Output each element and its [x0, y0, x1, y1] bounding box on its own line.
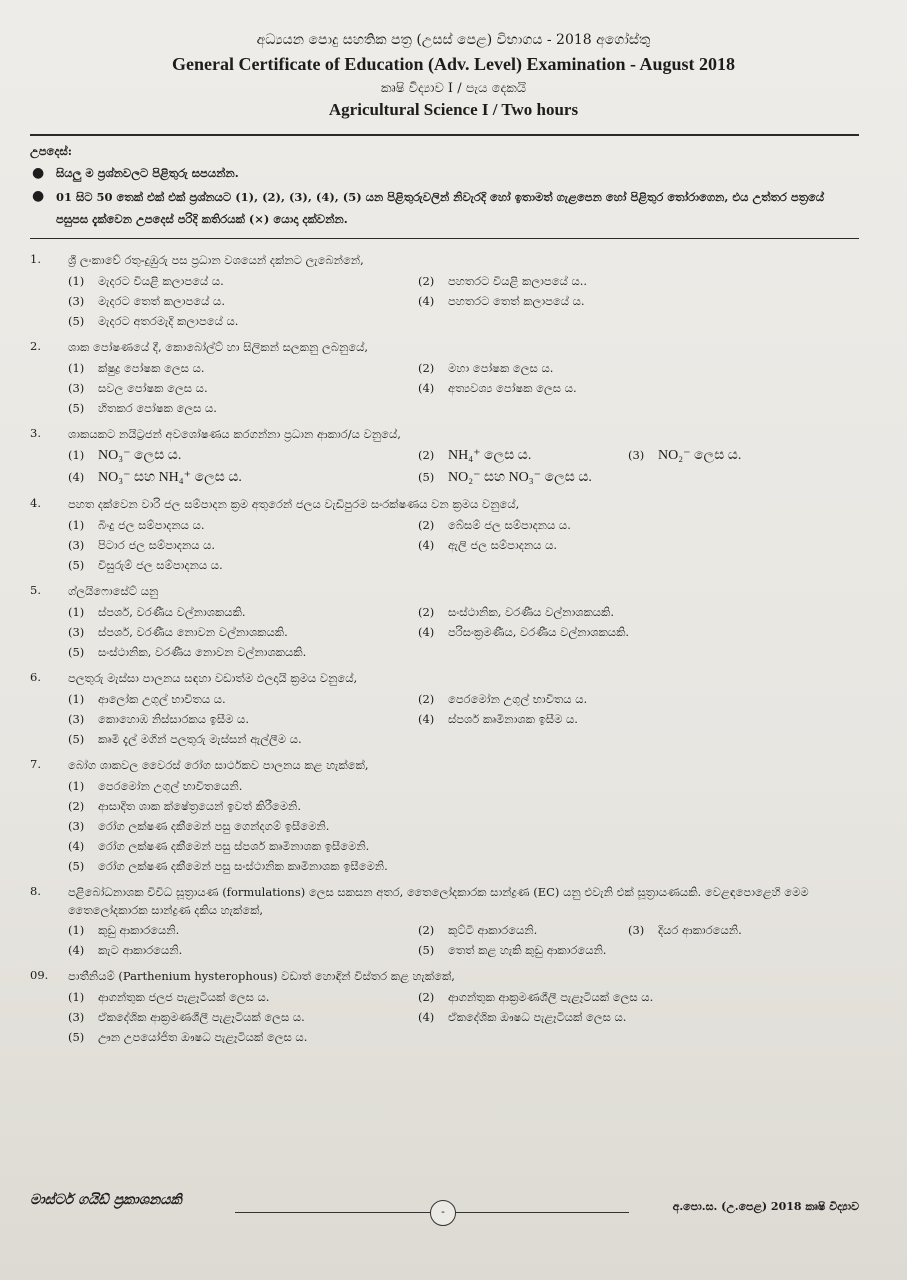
header-divider	[30, 134, 859, 136]
header-line1-en: General Certificate of Education (Adv. Level) Examination - August 2018	[172, 54, 735, 74]
option-list	[68, 692, 859, 747]
header-line1-si: අධ්‍යයන පොදු සහතික පත්‍ර (උසස් පෙළ) විභාගය - 2018 අගෝස්තු	[256, 32, 651, 48]
option-2[interactable]: (2) NH₄⁺ ලෙස ය.	[418, 448, 532, 464]
question-2	[30, 339, 859, 416]
option-1[interactable]: (1) පෙරමෝන උගුල් භාවිතයෙනි.	[68, 778, 243, 793]
option-5[interactable]: (5) සංස්ථානික, වරණීය නොවන වල්නාශකයකි.	[68, 645, 307, 660]
option-1[interactable]: (1) ආගන්තුක ජලජ පැළෑටියක් ලෙස ය.	[68, 990, 270, 1005]
instructions	[30, 142, 859, 230]
question-6	[30, 670, 859, 747]
instructions-title: උපදෙස්:	[30, 144, 73, 158]
option-2[interactable]: (2) ආගන්තුක ආක්‍රමණශීලී පැළෑටියක් ලෙස ය.	[418, 990, 654, 1005]
option-3[interactable]: (3) සවල පෝෂක ලෙස ය.	[68, 380, 208, 395]
question-3	[30, 426, 859, 487]
option-list	[68, 447, 859, 486]
question-number: 6.	[30, 670, 41, 685]
question-4	[30, 496, 859, 573]
option-4[interactable]: (4) අත්‍යවශ්‍ය පෝෂක ලෙස ය.	[418, 380, 577, 395]
exam-header	[0, 32, 907, 120]
question-stem: පළිබෝධනාශක විවිධ සූත්‍රායණ (formulations) ලෙස සකසන අතර, තෛලෝදකාරක සාන්ද්‍රණ (EC) යනු එවැනි එක් සූත්‍රායණයකි. වෙළඳපොළෙහි මෙම තෛලෝදකාරක සාන්ද්‍රණ දකිය හැක්කේ,	[68, 884, 809, 917]
option-list	[68, 779, 859, 874]
option-2[interactable]: (2) කුට්ටි ආකාරයෙනි.	[418, 923, 538, 938]
option-1[interactable]: (1) NO₃⁻ ලෙස ය.	[68, 448, 182, 464]
question-5	[30, 583, 859, 660]
option-4[interactable]: (4) පරිසංක්‍රමණීය, වරණීය වල්නාශකයකි.	[418, 625, 630, 640]
option-3[interactable]: (3) කොහොඹ නිස්සාරකය ඉසීම ය.	[68, 711, 249, 726]
question-number: 4.	[30, 496, 41, 511]
option-list	[68, 923, 859, 958]
question-7	[30, 757, 859, 874]
bullet-icon: ●	[32, 187, 45, 204]
bullet-icon: ●	[32, 165, 45, 182]
option-list	[68, 361, 859, 416]
option-1[interactable]: (1) කුඩු ආකාරයෙනි.	[68, 923, 180, 938]
question-stem: ශාක පෝෂණයේ දී, කොබෝල්ට් හා සිලිකන් සලකනු ලබනුයේ,	[68, 339, 369, 354]
header-line2-en: Agricultural Science I / Two hours	[328, 100, 579, 119]
option-1[interactable]: (1) මැදරට වියළි කලාපයේ ය.	[68, 273, 224, 288]
option-4[interactable]: (4) ස්පර්ශ කෘමිනාශක ඉසීම ය.	[418, 711, 578, 726]
option-4[interactable]: (4) ඒකදේශික ඖෂධ පැළෑටියක් ලෙස ය.	[418, 1010, 627, 1025]
option-2[interactable]: (2) සංස්ථානික, වරණීය වල්නාශකයකි.	[418, 605, 615, 620]
option-3[interactable]: (3) NO₂⁻ ලෙස ය.	[628, 448, 742, 464]
option-4[interactable]: (4) NO₃⁻ සහ NH₄⁺ ලෙස ය.	[68, 470, 242, 486]
option-2[interactable]: (2) පහතරට වියළි කලාපයේ ය..	[418, 273, 588, 288]
option-list	[68, 990, 859, 1045]
question-stem: ශ්‍රී ලංකාවේ රතු-දුඹුරු පස ප්‍රධාන වශයෙන් දක්නට ලැබෙන්නේ,	[68, 253, 364, 267]
option-5[interactable]: (5) කෘමි දැල් මගින් පලතුරු මැස්සන් ඇල්ලීම ය.	[68, 731, 302, 746]
option-3[interactable]: (3) රෝග ලක්ෂණ දකීමෙන් පසු ගෙන්දගම් ඉසීමෙනි.	[68, 818, 330, 833]
option-1[interactable]: (1) ආලෝක උගුල් භාවිතය ය.	[68, 691, 226, 706]
page-footer	[30, 1192, 859, 1232]
question-stem: ශාකයකට නයිට්‍රජන් අවශෝෂණය කරගන්නා ප්‍රධාන ආකාර/ය වනුයේ,	[68, 426, 401, 441]
footer-exam-label: අ.පො.ස. (උ.පෙළ) 2018 කෘෂි විද්‍යාව	[672, 1200, 859, 1213]
question-number: 3.	[30, 425, 41, 440]
question-stem: පලතුරු මැස්සා පාලනය සඳහා වඩාත්ම ඵලදායි ක්‍රමය වනුයේ,	[68, 671, 358, 686]
option-2[interactable]: (2) ආසාදිත ශාක ක්ෂේත්‍රයෙන් ඉවත් කිරීමෙනි.	[68, 798, 301, 813]
option-list	[68, 605, 859, 660]
question-number: 5.	[30, 583, 41, 598]
option-3[interactable]: (3) දියර ආකාරයෙනි.	[628, 923, 742, 938]
question-number: 09.	[30, 968, 49, 983]
question-number: 8.	[30, 883, 41, 898]
option-4[interactable]: (4) රෝග ලක්ෂණ දකීමෙන් පසු ස්පර්ශ කෘමිනාශක ඉසීමෙනි.	[68, 838, 370, 853]
option-5[interactable]: (5) විසුරුම් ජල සම්පාදනය ය.	[68, 558, 223, 573]
option-list	[68, 518, 859, 573]
option-4[interactable]: (4) ඇලි ජල සම්පාදනය ය.	[418, 538, 558, 553]
option-5[interactable]: (5) මැදරට අතරමැදි කලාපයේ ය.	[68, 313, 239, 328]
question-list	[30, 252, 859, 1055]
option-5[interactable]: (5) හිතකර පෝෂක ලෙස ය.	[68, 400, 217, 415]
question-number: 2.	[30, 338, 41, 353]
option-2[interactable]: (2) පෙරමෝන උගුල් භාවිතය ය.	[418, 691, 588, 706]
question-9	[30, 968, 859, 1045]
option-3[interactable]: (3) පිටාර ජල සම්පාදනය ය.	[68, 538, 216, 553]
instructions-divider	[30, 238, 859, 239]
option-2[interactable]: (2) බේසම් ජල සම්පාදනය ය.	[418, 518, 571, 533]
option-3[interactable]: (3) ස්පර්ශ, වරණීය නොවන වල්නාශකයකි.	[68, 625, 288, 640]
option-3[interactable]: (3) මැදරට තෙත් කලාපයේ ය.	[68, 293, 225, 308]
question-1	[30, 252, 859, 329]
question-stem: පාතීනියම් (Parthenium hysterophous) වඩාත් හොඳින් විස්තර කළ හැක්කේ,	[68, 969, 455, 984]
option-list	[68, 274, 859, 329]
option-4[interactable]: (4) පහතරට තෙත් කලාපයේ ය.	[418, 293, 585, 308]
option-5[interactable]: (5) තෙත් කළ හැකි කුඩු ආකාරයෙනි.	[418, 943, 607, 958]
header-line2-si: කෘෂි විද්‍යාව I / පැය දෙකයි	[380, 81, 527, 96]
question-number: 1.	[30, 252, 41, 266]
question-stem: පහත දක්වෙන වාරි ජල සම්පාදන ක්‍රම අතුරෙන් ජලය වැඩිපුරම සංරක්ෂණය වන ක්‍රමය වනුයේ,	[68, 497, 520, 512]
option-5[interactable]: (5) ඌන උපයෝජිත ඖෂධ පැළෑටියක් ලෙස ය.	[68, 1030, 308, 1045]
option-1[interactable]: (1) බිංදු ජල සම්පාදනය ය.	[68, 518, 205, 533]
publisher-name: මාස්ටර් ගයිඩ් ප්‍රකාශනයකි	[30, 1192, 182, 1208]
option-1[interactable]: (1) ක්ෂුද්‍ර පෝෂක ලෙස ය.	[68, 360, 205, 375]
option-1[interactable]: (1) ස්පර්ශ, වරණීය වල්නාශකයකි.	[68, 605, 246, 620]
option-3[interactable]: (3) ඒකදේශික ආක්‍රමණශීලී පැළෑටියක් ලෙස ය.	[68, 1010, 305, 1025]
option-4[interactable]: (4) කැට ආකාරයෙනි.	[68, 943, 183, 958]
question-stem: බෝග ශාකවල වෛරස් රෝග සාර්ථකව පාලනය කළ හැක්කේ,	[68, 757, 369, 772]
instruction-item-1: ● සියලු ම ප්‍රශ්නවලට පිළිතුරු සපයන්න.	[32, 165, 239, 182]
page-number: -	[430, 1200, 456, 1226]
option-5[interactable]: (5) NO₂⁻ සහ NO₃⁻ ලෙස ය.	[418, 470, 592, 486]
question-8	[30, 884, 859, 959]
option-2[interactable]: (2) මහා පෝෂක ලෙස ය.	[418, 360, 554, 375]
instruction-item-2: ● 01 සිට 50 තෙක් එක් එක් ප්‍රශ්නයට (1), (2), (3), (4), (5) යන පිළිතුරුවලින් නිවැරදි හෝ ඉතාමත් ගැළපෙන හෝ පිළිතුර තෝරාගෙන, එය උත්තර පත්‍රයේ පසුපස දැක්වෙන උපදෙස් පරිදි කතිරයක් (×) යොදා දක්වන්න.	[32, 187, 825, 226]
question-stem: ග්ලයිෆොසේට් යනු	[68, 584, 159, 599]
option-5[interactable]: (5) රෝග ලක්ෂණ දකීමෙන් පසු සංස්ථානික කෘමිනාශක ඉසීමෙනි.	[68, 858, 388, 873]
question-number: 7.	[30, 756, 41, 771]
